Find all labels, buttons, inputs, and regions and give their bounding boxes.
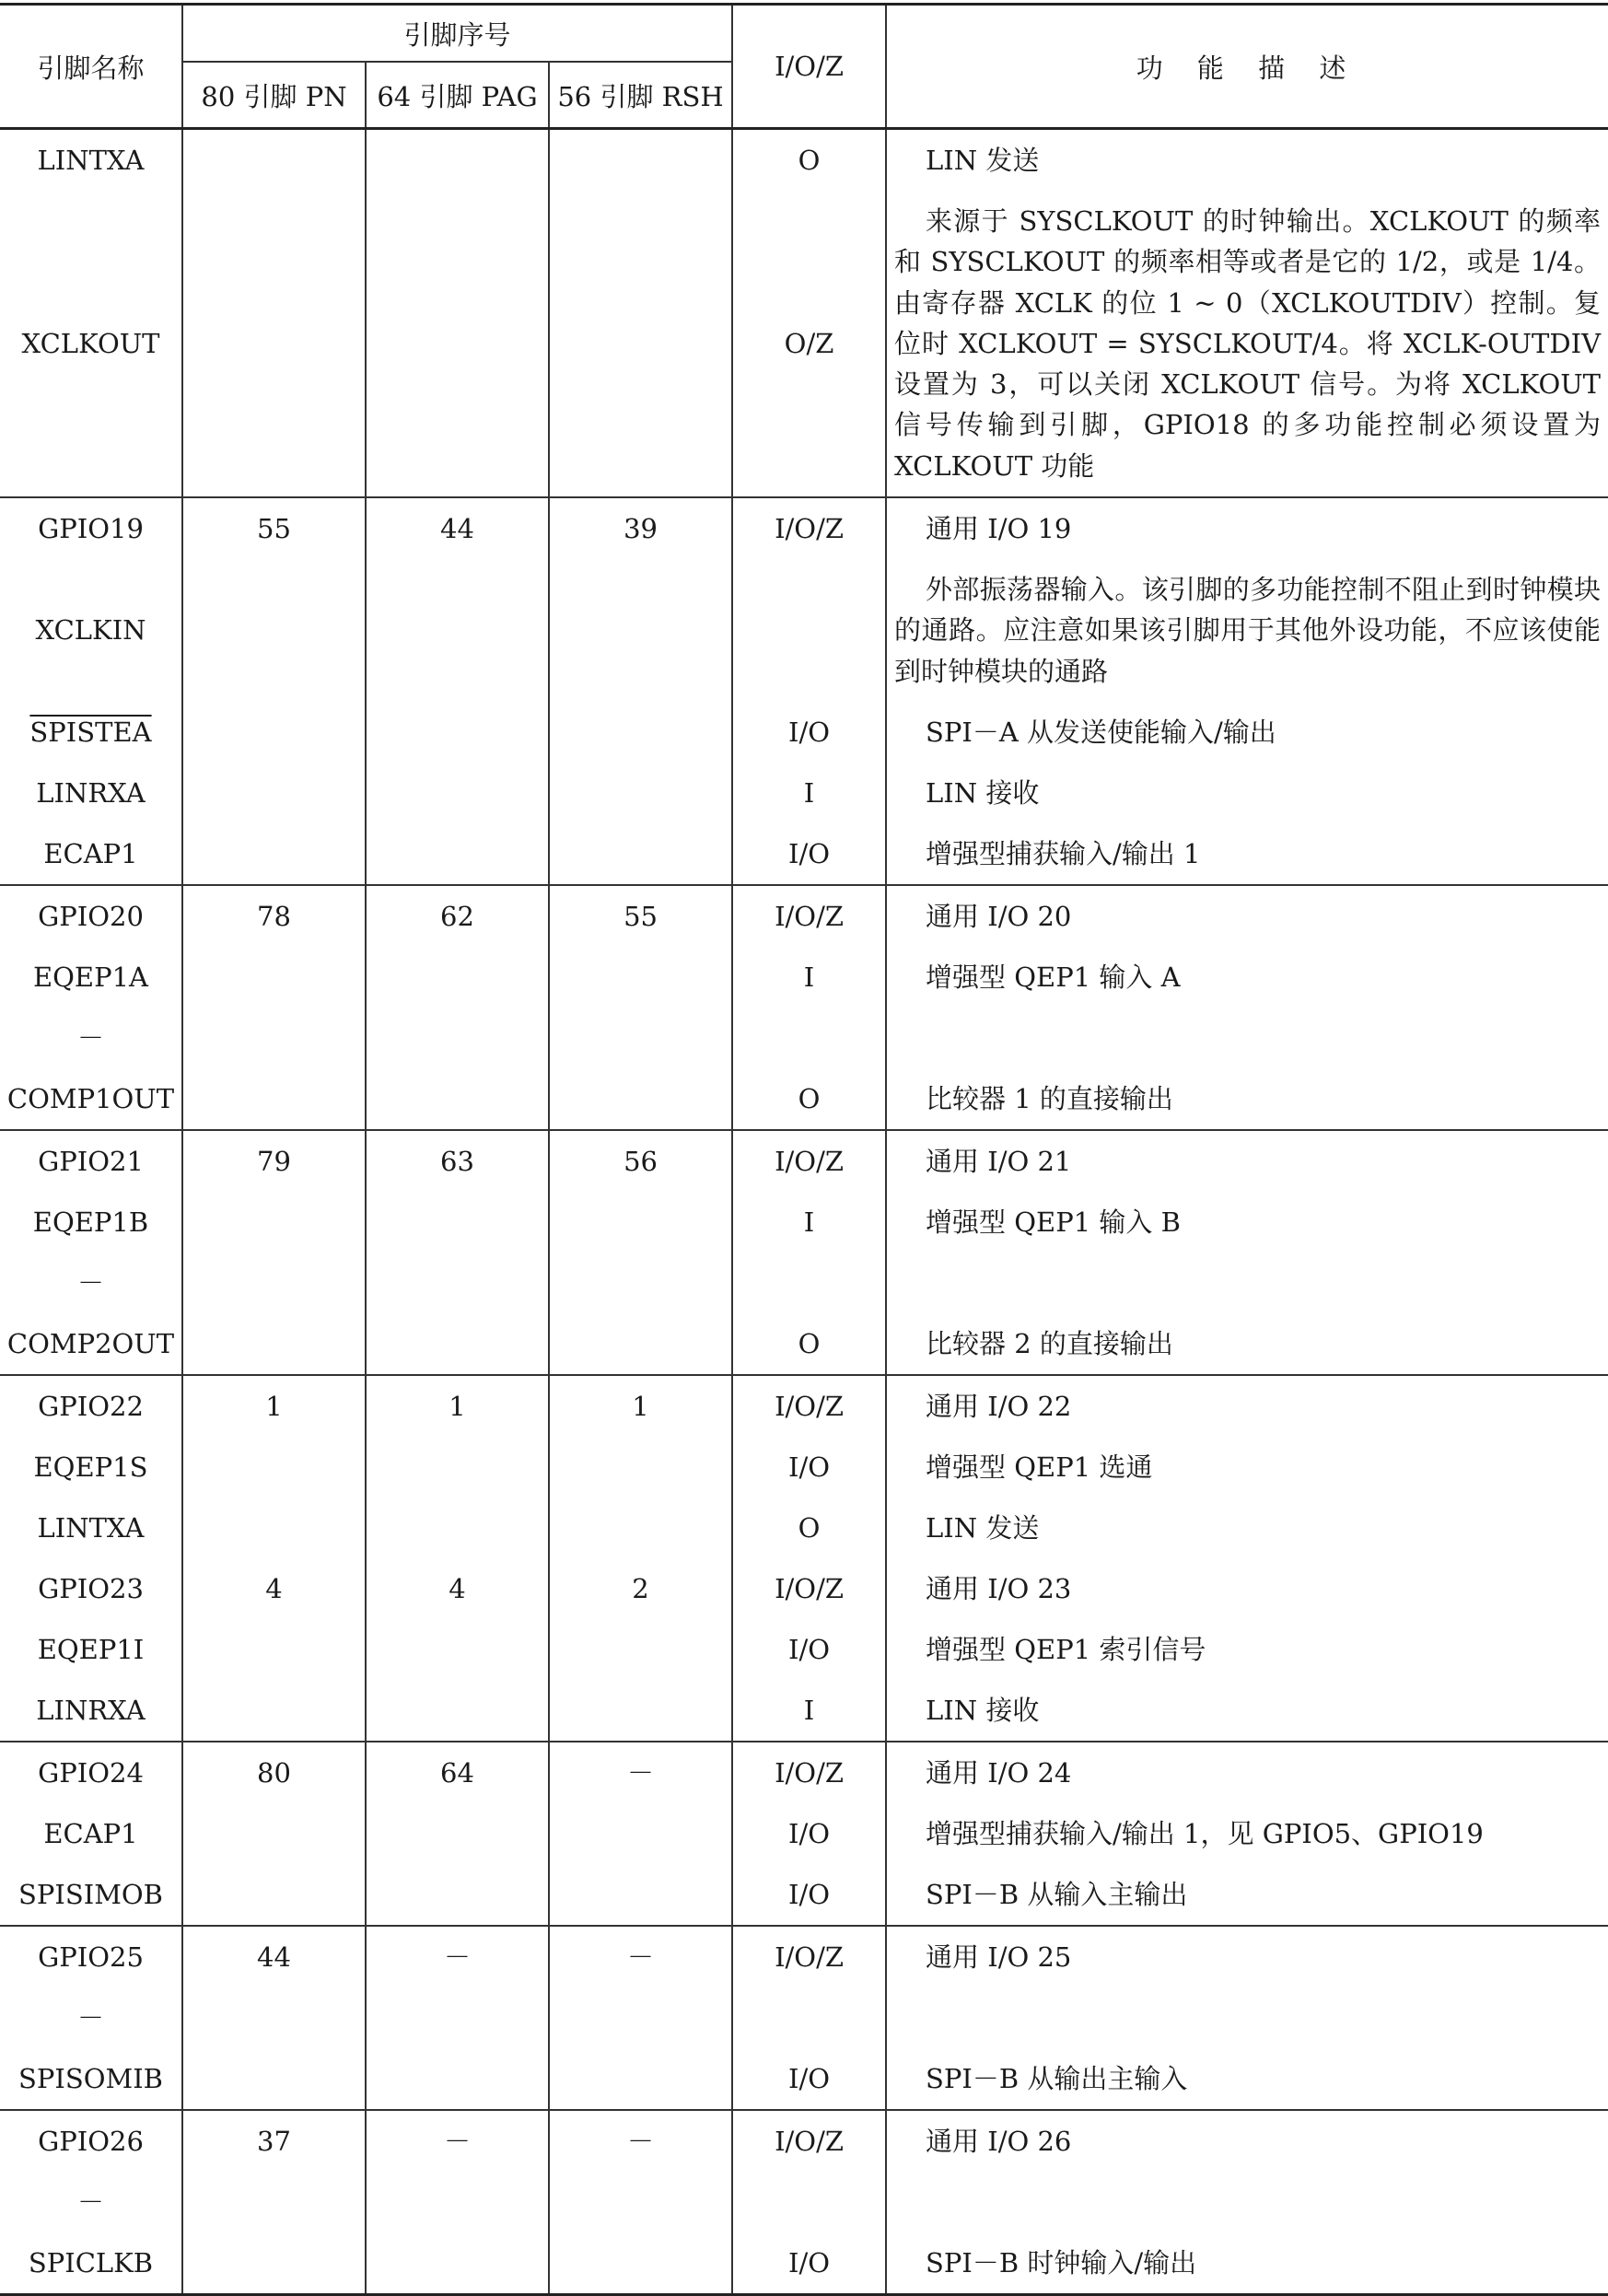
function-description: 增强型 QEP1 索引信号 xyxy=(926,1633,1206,1665)
function-description: 通用 I/O 24 xyxy=(926,1756,1072,1789)
pin-group xyxy=(0,1742,1608,1926)
header-pin-number: 引脚序号 xyxy=(182,5,732,63)
function-description: 外部振荡器输入。该引脚的多功能控制不阻止到时钟模块的通路。应注意如果该引脚用于其他外设功能，不应该使能到时钟模块的通路 xyxy=(894,574,1602,687)
io-type: I/O/Z xyxy=(775,1756,844,1789)
pin-name: EQEP1A xyxy=(32,961,149,993)
pin-number: 56 xyxy=(623,1145,658,1177)
pin-name: GPIO23 xyxy=(38,1572,144,1604)
io-type: I xyxy=(803,776,815,809)
pin-number: 1 xyxy=(632,1390,649,1422)
header-pin-name: 引脚名称 xyxy=(0,5,182,129)
function-description: 通用 I/O 20 xyxy=(926,900,1072,932)
pin-name: GPIO26 xyxy=(38,2125,144,2157)
pin-number: 1 xyxy=(265,1390,283,1422)
pin-rsh-cell xyxy=(549,1375,732,1742)
pin-number: 4 xyxy=(449,1572,466,1604)
io-type: I/O/Z xyxy=(775,513,844,545)
function-description xyxy=(887,1987,1608,2048)
function-description-cell xyxy=(886,497,1608,885)
pin-name: GPIO22 xyxy=(38,1390,144,1422)
pin-name: EQEP1S xyxy=(33,1451,148,1483)
pin-name: XCLKOUT xyxy=(21,328,160,359)
pin-number: 64 xyxy=(440,1756,474,1789)
function-description-cell xyxy=(886,129,1608,498)
pin-name: COMP2OUT xyxy=(6,1327,175,1359)
pin-number: 80 xyxy=(257,1756,291,1789)
function-description: 通用 I/O 25 xyxy=(926,1941,1072,1973)
pin-io-cell xyxy=(732,497,886,885)
pin-number: － xyxy=(627,1941,655,1973)
header-pkg-pag: 64 引脚 PAG xyxy=(366,62,549,129)
pin-number: 37 xyxy=(257,2125,291,2157)
pin-pag-cell xyxy=(366,129,549,498)
pin-name: SPISTEA xyxy=(29,716,152,748)
io-type: I/O/Z xyxy=(775,2125,844,2157)
function-description-cell xyxy=(886,1926,1608,2110)
pin-group xyxy=(0,1130,1608,1375)
io-type: I/O/Z xyxy=(775,1390,844,1422)
function-description: 比较器 1 的直接输出 xyxy=(926,1082,1173,1114)
pin-number: － xyxy=(627,1756,655,1789)
header-function: 功 能 描 述 xyxy=(886,5,1608,129)
pin-rsh-cell xyxy=(549,497,732,885)
function-description: SPI－B 时钟输入/输出 xyxy=(926,2246,1197,2279)
io-type: O xyxy=(798,1327,821,1359)
pin-name: LINTXA xyxy=(37,1511,145,1544)
function-description: 来源于 SYSCLKOUT 的时钟输出。XCLKOUT 的频率和 SYSCLKOUT 的频率相等或者是它的 1/2，或是 1/4。由寄存器 XCLK 的位 1 ~ 0（XCLKOUTDIV）控制。复位时 XCLKOUT = SYSCLKOUT/4。将 XCLK-OUTDIV 设置为 3，可以关闭 XCLKOUT 信号。为将 XCLKOUT 信号传输到引脚，GPIO18 的多功能控制必须设置为 XCLKOUT 功能 xyxy=(894,205,1602,482)
pin-number: 4 xyxy=(265,1572,283,1604)
pin-pn-cell xyxy=(182,1130,366,1375)
pin-number: 55 xyxy=(257,513,291,545)
pin-name-cell xyxy=(0,497,182,885)
pin-pn-cell xyxy=(182,1742,366,1926)
header-io: I/O/Z xyxy=(732,5,886,129)
pin-name: － xyxy=(76,1266,104,1299)
pin-number: 78 xyxy=(257,900,291,932)
pin-group xyxy=(0,1375,1608,1742)
function-description xyxy=(887,1008,1608,1068)
function-description: 增强型捕获输入/输出 1，见 GPIO5、GPIO19 xyxy=(926,1817,1484,1849)
io-type: I/O/Z xyxy=(775,1941,844,1973)
pin-number: 79 xyxy=(257,1145,291,1177)
function-description: LIN 发送 xyxy=(926,145,1040,176)
function-description: 增强型 QEP1 输入 A xyxy=(926,961,1181,993)
function-description-cell xyxy=(886,1375,1608,1742)
function-description: LIN 接收 xyxy=(926,1694,1040,1726)
pin-io-cell xyxy=(732,1742,886,1926)
pin-name: GPIO25 xyxy=(38,1941,144,1973)
pin-group xyxy=(0,129,1608,498)
function-description-cell xyxy=(886,885,1608,1130)
pin-name: ECAP1 xyxy=(43,837,138,869)
pin-io-cell xyxy=(732,885,886,1130)
table-row xyxy=(0,885,1608,1130)
io-type: O/Z xyxy=(784,328,834,359)
io-type: I xyxy=(803,1694,815,1726)
pin-io-cell xyxy=(732,2110,886,2295)
pin-name: XCLKIN xyxy=(35,614,146,647)
io-type: I/O xyxy=(788,1878,831,1910)
io-type: I xyxy=(803,961,815,993)
pin-pn-cell xyxy=(182,2110,366,2295)
io-type: I/O xyxy=(788,1451,831,1483)
function-description: 通用 I/O 21 xyxy=(926,1145,1072,1177)
function-description: 增强型 QEP1 输入 B xyxy=(926,1206,1181,1238)
header-pkg-rsh: 56 引脚 RSH xyxy=(549,62,732,129)
pin-number: － xyxy=(627,2125,655,2157)
pin-pag-cell xyxy=(366,1926,549,2110)
pin-number: － xyxy=(443,1941,471,1973)
pin-name: LINRXA xyxy=(36,776,146,809)
io-type: I/O/Z xyxy=(775,900,844,932)
pin-name: EQEP1I xyxy=(37,1633,145,1665)
pin-pn-cell xyxy=(182,1375,366,1742)
function-description: 通用 I/O 23 xyxy=(926,1572,1072,1604)
io-type: I/O xyxy=(788,716,831,748)
function-description-cell xyxy=(886,1130,1608,1375)
io-type: I/O xyxy=(788,1633,831,1665)
pin-pag-cell xyxy=(366,1742,549,1926)
function-description: 比较器 2 的直接输出 xyxy=(926,1327,1173,1359)
pin-pag-cell xyxy=(366,1130,549,1375)
pin-name: GPIO20 xyxy=(38,900,144,932)
function-description: 增强型 QEP1 选通 xyxy=(926,1451,1153,1483)
pin-name-cell xyxy=(0,1375,182,1742)
table-row xyxy=(0,1742,1608,1926)
io-type: I/O xyxy=(788,1817,831,1849)
pin-number: － xyxy=(443,2125,471,2157)
io-type: I/O/Z xyxy=(775,1145,844,1177)
io-type: I/O xyxy=(788,2246,831,2279)
pin-pag-cell xyxy=(366,2110,549,2295)
pin-pn-cell xyxy=(182,129,366,498)
table-header xyxy=(0,5,1608,129)
pin-name: GPIO24 xyxy=(38,1756,144,1789)
pin-group xyxy=(0,497,1608,885)
io-type: O xyxy=(798,145,821,176)
pin-number: 55 xyxy=(623,900,658,932)
io-type: I/O xyxy=(788,2062,831,2094)
pin-number: 39 xyxy=(623,513,658,545)
function-description: LIN 接收 xyxy=(926,776,1040,809)
table-row xyxy=(0,1926,1608,2110)
header-pkg-pn: 80 引脚 PN xyxy=(182,62,366,129)
io-type: O xyxy=(798,1082,821,1114)
pin-name: LINTXA xyxy=(37,145,145,176)
pin-name: － xyxy=(76,2001,104,2034)
pin-rsh-cell xyxy=(549,129,732,498)
pin-group xyxy=(0,885,1608,1130)
pin-group xyxy=(0,2110,1608,2295)
pin-io-cell xyxy=(732,1926,886,2110)
function-description-cell xyxy=(886,1742,1608,1926)
pin-number: 63 xyxy=(440,1145,474,1177)
function-description-cell xyxy=(886,2110,1608,2295)
io-type: I/O xyxy=(788,837,831,869)
table-row xyxy=(0,497,1608,885)
pin-name: SPISOMIB xyxy=(18,2062,163,2094)
io-type: I/O/Z xyxy=(775,1572,844,1604)
pin-name: SPICLKB xyxy=(28,2246,154,2279)
pin-name: ECAP1 xyxy=(43,1817,138,1849)
pin-rsh-cell xyxy=(549,2110,732,2295)
pin-io-cell xyxy=(732,1130,886,1375)
pin-name: COMP1OUT xyxy=(6,1082,175,1114)
function-description: SPI－B 从输入主输出 xyxy=(926,1878,1188,1910)
pin-number: 62 xyxy=(440,900,474,932)
pin-rsh-cell xyxy=(549,1130,732,1375)
pin-name: SPISIMOB xyxy=(18,1878,163,1910)
pin-name-cell xyxy=(0,1742,182,1926)
pin-name-cell xyxy=(0,129,182,498)
pin-io-cell xyxy=(732,1375,886,1742)
pin-name-cell xyxy=(0,885,182,1130)
pin-group xyxy=(0,1926,1608,2110)
pin-name: LINRXA xyxy=(36,1694,146,1726)
function-description xyxy=(887,1253,1608,1313)
io-type: O xyxy=(798,1511,821,1544)
function-description: LIN 发送 xyxy=(926,1511,1040,1544)
pin-number: 1 xyxy=(449,1390,466,1422)
pin-number: 2 xyxy=(632,1572,649,1604)
pin-name: GPIO19 xyxy=(38,513,144,545)
function-description: 通用 I/O 19 xyxy=(926,513,1072,545)
pin-pn-cell xyxy=(182,497,366,885)
pin-name: － xyxy=(76,2185,104,2218)
function-description: SPI－B 从输出主输入 xyxy=(926,2062,1188,2094)
pin-rsh-cell xyxy=(549,885,732,1130)
pin-function-table xyxy=(0,3,1608,2296)
pin-pn-cell xyxy=(182,1926,366,2110)
pin-number: 44 xyxy=(257,1941,291,1973)
pin-rsh-cell xyxy=(549,1742,732,1926)
pin-rsh-cell xyxy=(549,1926,732,2110)
pin-name: － xyxy=(76,1021,104,1054)
pin-name-cell xyxy=(0,1130,182,1375)
table-row xyxy=(0,1375,1608,1742)
function-description: 增强型捕获输入/输出 1 xyxy=(926,837,1201,869)
function-description: 通用 I/O 26 xyxy=(926,2125,1072,2157)
pin-pag-cell xyxy=(366,885,549,1130)
function-description xyxy=(887,2172,1608,2232)
pin-io-cell xyxy=(732,129,886,498)
function-description: SPI－A 从发送使能输入/输出 xyxy=(926,716,1276,748)
table-row xyxy=(0,129,1608,498)
pin-number: 44 xyxy=(440,513,474,545)
table-row xyxy=(0,1130,1608,1375)
pin-name: EQEP1B xyxy=(32,1206,149,1238)
table-row xyxy=(0,2110,1608,2295)
function-description: 通用 I/O 22 xyxy=(926,1390,1072,1422)
pin-name: GPIO21 xyxy=(38,1145,144,1177)
io-type: I xyxy=(803,1206,815,1238)
pin-name-cell xyxy=(0,2110,182,2295)
pin-pag-cell xyxy=(366,1375,549,1742)
pin-pag-cell xyxy=(366,497,549,885)
pin-pn-cell xyxy=(182,885,366,1130)
pin-name-cell xyxy=(0,1926,182,2110)
